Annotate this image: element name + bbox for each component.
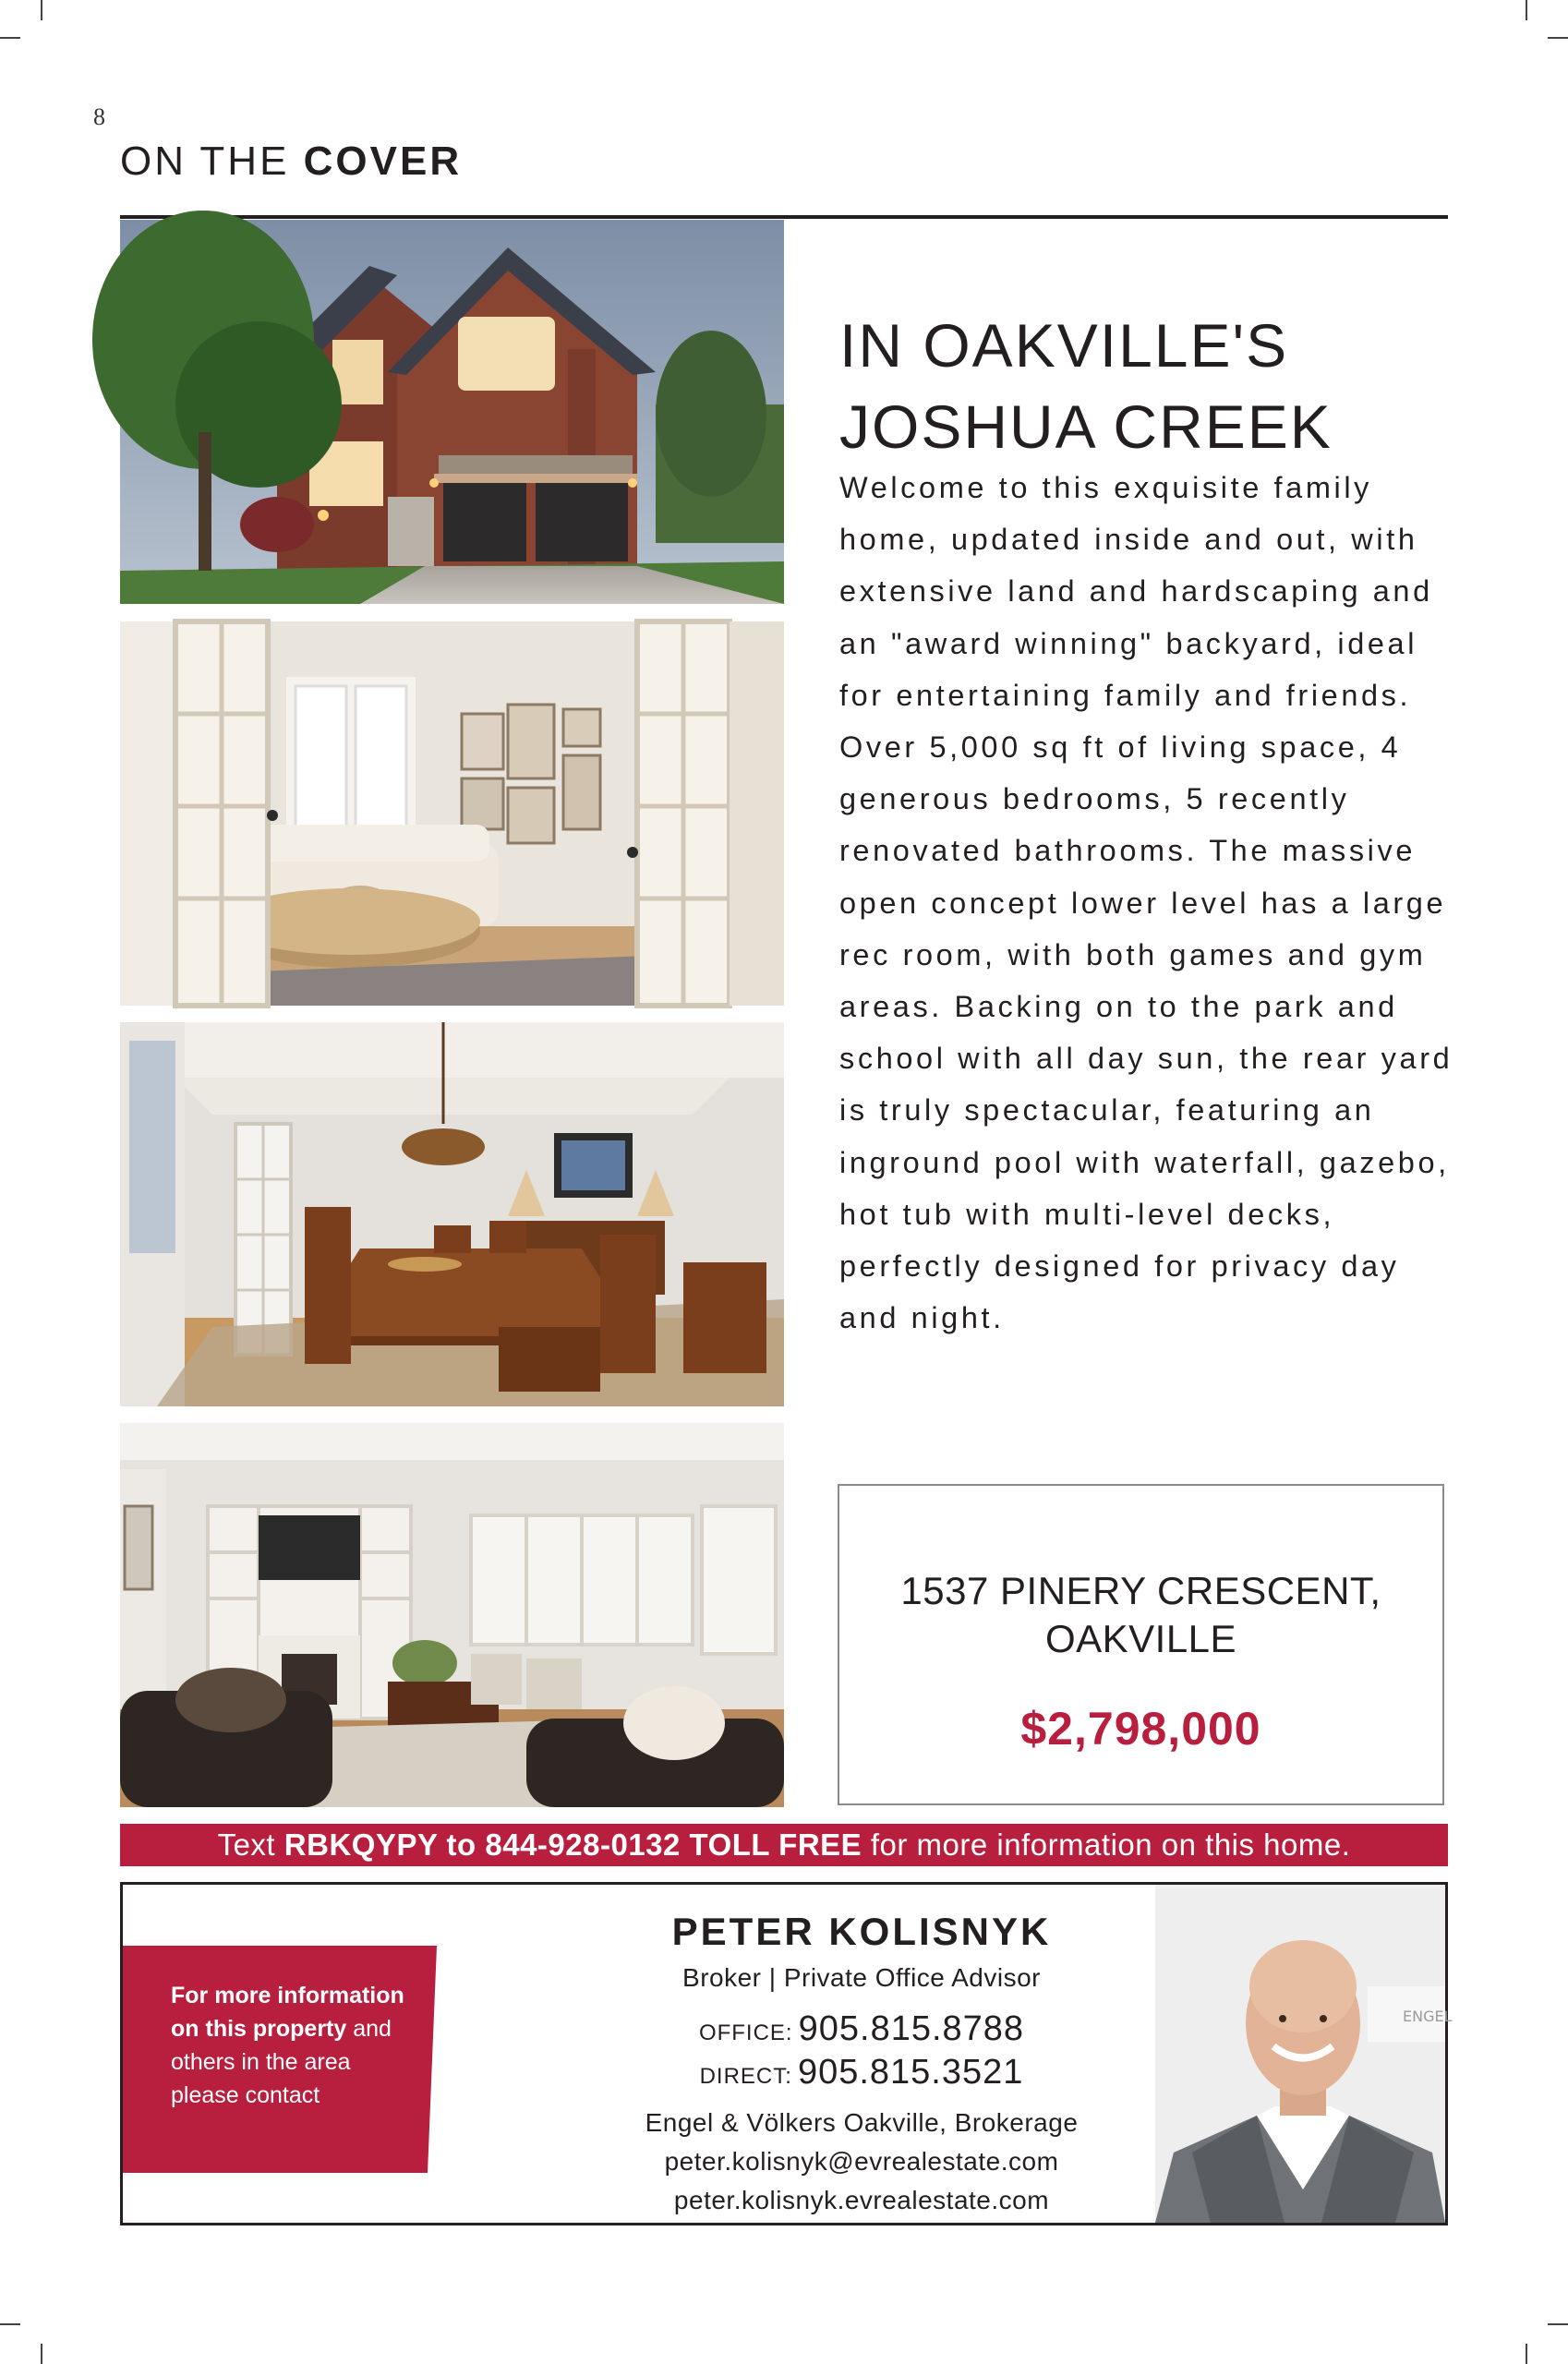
listing-description: Welcome to this exquisite family home, updated inside and out, with extensive land and hardscaping and an "award winning" backyard, ideal for entertaining family and friends. Over 5,000 sq ft of living space, 4 generous bedrooms, 5 recently renovated bathrooms. The massive open concept lower level has a large rec room, with both games and gym areas. Backing on to the park and school with all day sun, the rear yard is truly spectacular, featuring an inground pool with waterfall, gazebo, hot tub with multi-level decks, perfectly designed for privacy day and night.	[839, 471, 1453, 1335]
agent-name: PETER KOLISNYK	[671, 1910, 1052, 1953]
agent-website[interactable]: peter.kolisnyk.evrealestate.com	[673, 2186, 1050, 2214]
banner-prefix: Text	[217, 1827, 284, 1862]
ribbon-text-bold: For more information on this property	[171, 1983, 404, 2042]
direct-label: DIRECT:	[699, 2064, 792, 2089]
direct-phone[interactable]: 905.815.3521	[797, 2053, 1024, 2092]
address-box	[838, 1484, 1444, 1805]
crop-mark	[0, 37, 20, 39]
direct-phone-row	[529, 2053, 1194, 2096]
agent-email[interactable]: peter.kolisnyk@evrealestate.com	[664, 2147, 1059, 2176]
crop-mark	[1548, 2323, 1568, 2325]
crop-mark	[1526, 0, 1527, 20]
crop-mark	[41, 2344, 42, 2364]
banner-suffix: for more information on this home.	[862, 1827, 1351, 1862]
crop-mark	[1548, 37, 1568, 39]
crop-mark	[0, 2323, 20, 2325]
text-info-banner	[120, 1824, 1448, 1866]
agent-contact-box	[120, 1882, 1453, 2225]
office-phone-row	[529, 2009, 1194, 2053]
page-number: 8	[93, 103, 105, 130]
contact-ribbon	[123, 1946, 437, 2173]
ribbon-text	[171, 1979, 411, 2112]
header-rule	[120, 215, 1448, 219]
office-label: OFFICE:	[698, 2020, 793, 2045]
address-line-2: OAKVILLE	[1044, 1617, 1237, 1660]
brokerage-name: Engel & Völkers Oakville, Brokerage	[645, 2108, 1079, 2137]
section-title-light: ON THE	[120, 139, 304, 184]
ribbon-text-light: and others in the area please contact	[171, 2016, 392, 2108]
crop-mark	[1526, 2344, 1527, 2364]
agent-details	[529, 1908, 1194, 2220]
headline-line-1: IN OAKVILLE'S	[839, 311, 1289, 380]
headline-line-2: JOSHUA CREEK	[839, 392, 1333, 461]
section-title-bold: COVER	[303, 139, 463, 184]
office-phone[interactable]: 905.815.8788	[798, 2009, 1025, 2048]
crop-mark	[41, 0, 42, 20]
agent-title: Broker | Private Office Advisor	[682, 1963, 1041, 1992]
banner-code: RBKQYPY to 844-928-0132 TOLL FREE	[283, 1827, 862, 1862]
headshot-background-logo: ENGEL	[1403, 2008, 1453, 2025]
living-room-photo	[120, 621, 784, 1006]
address-line-1: 1537 PINERY CRESCENT,	[900, 1569, 1381, 1612]
exterior-photo	[120, 220, 784, 604]
listing-headline	[839, 305, 1449, 467]
section-title	[120, 139, 462, 185]
family-room-photo	[120, 1423, 784, 1807]
agent-headshot	[1155, 1885, 1453, 2223]
listing-price: $2,798,000	[1020, 1703, 1261, 1755]
dining-room-photo	[120, 1022, 784, 1406]
